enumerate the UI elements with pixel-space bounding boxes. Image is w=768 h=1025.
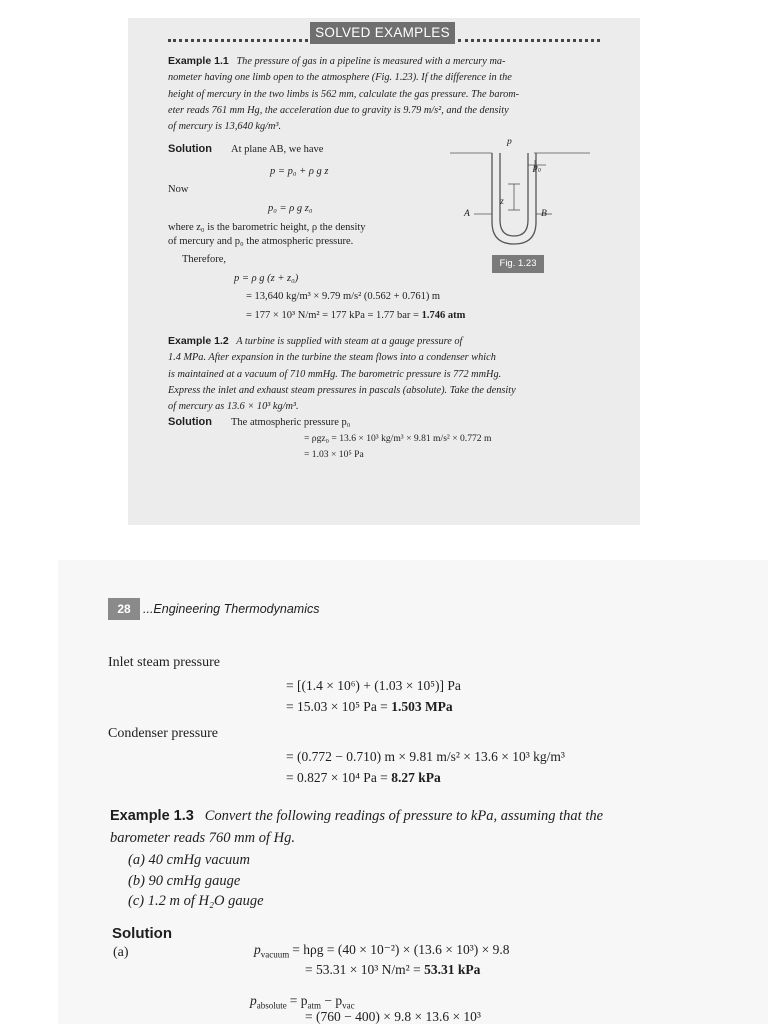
where-line-2: of mercury and p₀ the atmospheric pressure. xyxy=(168,236,354,247)
solution-3-label: Solution xyxy=(112,925,172,942)
ex3-line-1: Example 1.3 Convert the following readings of pressure to kPa, assuming that the xyxy=(110,808,604,824)
banner-dots-right xyxy=(458,39,600,42)
ex3-line-2: barometer reads 760 mm of Hg. xyxy=(110,830,295,846)
ex1-line-1: Example 1.1 The pressure of gas in a pipeline is measured with a mercury ma- xyxy=(168,55,506,67)
fig-label-p: p xyxy=(507,136,512,147)
condenser-result: 8.27 kPa xyxy=(391,770,441,785)
solution-2-label: Solution xyxy=(168,416,212,428)
result-line-1: p = ρ g (z + z₀) xyxy=(234,273,299,284)
condenser-label: Condenser pressure xyxy=(108,726,219,741)
pabsolute-eq-1: $p_{absolute} = p_{atm} - p_{vac}$ xyxy=(250,993,355,1011)
pvacuum-result: 53.31 kPa xyxy=(424,962,481,977)
ex1-line-5: of mercury is 13,640 kg/m³. xyxy=(168,121,282,133)
ex1-line-2: nometer having one limb open to the atmosphere (Fig. 1.23). If the difference in the xyxy=(168,72,512,84)
solution-3-part-a: (a) xyxy=(113,945,129,960)
ex1-line-4: eter reads 761 mm Hg, the acceleration due to gravity is 9.79 m/s², and the density xyxy=(168,104,509,116)
inlet-eq-1: = [(1.4 × 10⁶) + (1.03 × 10⁵)] Pa xyxy=(286,678,461,693)
condenser-eq-2: = 0.827 × 10⁴ Pa = 8.27 kPa xyxy=(286,770,441,785)
example-1-1 xyxy=(168,53,519,135)
solution-2-eq-2: = 1.03 × 10⁵ Pa xyxy=(304,449,364,460)
fig-label-z: z xyxy=(500,196,504,207)
solution-2-eq-1: = ρgz₀ = 13.6 × 10³ kg/m³ × 9.81 m/s² × 0.772 m xyxy=(304,433,492,444)
fig-label-p0: p₀ xyxy=(533,162,542,173)
result-line-2: = 13,640 kg/m³ × 9.79 m/s² (0.562 + 0.761) m xyxy=(246,291,441,302)
ex3-item-c: (c) 1.2 m of H₂O gauge xyxy=(128,893,264,909)
pvacuum-eq-2: = 53.31 × 10³ N/m² = 53.31 kPa xyxy=(305,962,481,977)
fig-label-a: A xyxy=(464,208,470,219)
example-1-2 xyxy=(168,333,516,415)
inlet-result: 1.503 MPa xyxy=(391,699,453,714)
ex3-label: Example 1.3 xyxy=(110,808,194,824)
ex1-label: Example 1.1 xyxy=(168,55,229,67)
equation-p: p = p₀ + ρ g z xyxy=(270,166,329,177)
result-atm: 1.746 atm xyxy=(421,310,466,321)
page-number: 28 xyxy=(108,598,140,620)
fig-label-b: B xyxy=(541,208,547,219)
pvacuum-eq-1: $p_{vacuum} = h\rho g = (40 \times 10^{-2}) \times (13.6 \times 10^3) \times 9.8$ xyxy=(254,942,510,960)
solution-2-intro: The atmospheric pressure p₀ xyxy=(231,417,351,428)
ex3-item-a: (a) 40 cmHg vacuum xyxy=(128,852,251,868)
ex2-line-2: 1.4 MPa. After expansion in the turbine the steam flows into a condenser which xyxy=(168,352,496,364)
running-head: ...Engineering Thermodynamics xyxy=(143,602,320,616)
therefore-label: Therefore, xyxy=(182,254,227,265)
solved-examples-banner: SOLVED EXAMPLES xyxy=(310,22,455,44)
manometer-figure xyxy=(448,132,593,252)
ex2-line-5: of mercury as 13.6 × 10³ kg/m³. xyxy=(168,401,299,413)
ex2-label: Example 1.2 xyxy=(168,335,229,347)
solution-1-label: Solution xyxy=(168,143,212,155)
equation-p0: p₀ = ρ g z₀ xyxy=(268,203,313,214)
inlet-steam-label: Inlet steam pressure xyxy=(108,655,220,670)
ex1-line-3: height of mercury in the two limbs is 562 mm, calculate the gas pressure. The barom- xyxy=(168,88,520,100)
condenser-eq-1: = (0.772 − 0.710) m × 9.81 m/s² × 13.6 × 10³ kg/m³ xyxy=(286,749,565,764)
ex3-item-b: (b) 90 cmHg gauge xyxy=(128,873,241,889)
result-line-3: = 177 × 10³ N/m² = 177 kPa = 1.77 bar = 1.746 atm xyxy=(246,310,466,321)
banner-dots-left xyxy=(168,39,308,42)
ex2-line-3: is maintained at a vacuum of 710 mmHg. The barometric pressure is 772 mmHg. xyxy=(168,368,502,380)
ex2-line-1: Example 1.2 A turbine is supplied with steam at a gauge pressure of xyxy=(168,335,463,347)
where-line-1: where z₀ is the barometric height, ρ the density xyxy=(168,222,366,233)
inlet-eq-2: = 15.03 × 10⁵ Pa = 1.503 MPa xyxy=(286,699,453,714)
ex2-line-4: Express the inlet and exhaust steam pressures in pascals (absolute). Take the density xyxy=(168,384,516,396)
figure-caption: Fig. 1.23 xyxy=(492,255,544,273)
pabsolute-eq-2: = (760 − 400) × 9.8 × 13.6 × 10³ xyxy=(305,1009,481,1024)
now-label: Now xyxy=(168,184,189,195)
solution-1-intro: At plane AB, we have xyxy=(231,144,324,155)
